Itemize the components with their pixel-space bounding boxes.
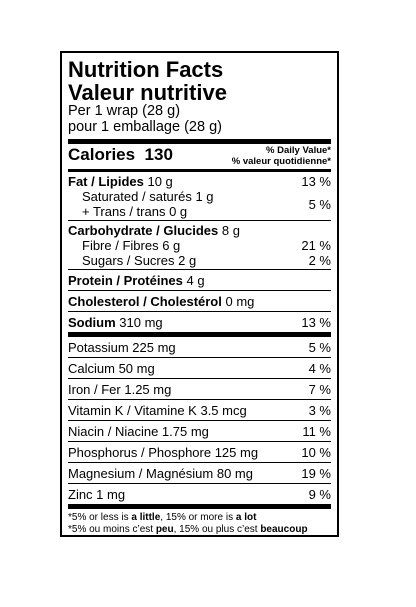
vitamin-mineral-list <box>68 337 331 504</box>
protein-row: Protein / Protéines 4 g <box>68 273 205 288</box>
cholesterol-row: Cholesterol / Cholestérol 0 mg <box>68 294 255 309</box>
vitamin-label: Zinc 1 mg <box>68 487 126 502</box>
carb-block <box>68 221 331 269</box>
calories-label: Calories <box>68 145 136 164</box>
vitamin-pct: 10 % <box>301 445 331 460</box>
vitamin-row <box>68 337 331 357</box>
vitamin-label: Phosphorus / Phosphore 125 mg <box>68 445 259 460</box>
vitamin-row <box>68 442 331 462</box>
nutrition-facts-panel <box>60 51 339 537</box>
vitamin-row <box>68 400 331 420</box>
vitamin-pct: 9 % <box>308 487 331 502</box>
vitamin-row <box>68 463 331 483</box>
sat-trans-group <box>68 189 331 219</box>
vitamin-label: Iron / Fer 1.25 mg <box>68 382 172 397</box>
sugars-row: Sugars / Sucres 2 g 2 % <box>82 253 331 268</box>
vitamin-row <box>68 379 331 399</box>
vitamin-row <box>68 421 331 441</box>
fibre-row: Fibre / Fibres 6 g 21 % <box>82 238 331 253</box>
serving-size-en: Per 1 wrap (28 g) <box>68 103 181 119</box>
vitamin-pct: 11 % <box>302 424 331 439</box>
footnote-en: *5% or less is a little, 15% or more is a lot <box>68 512 257 523</box>
vitamin-row <box>68 484 331 504</box>
saturated-row: Saturated / saturés 1 g <box>82 189 214 204</box>
vitamin-pct: 7 % <box>308 382 331 397</box>
vitamin-label: Potassium 225 mg <box>68 340 176 355</box>
vitamin-pct: 5 % <box>308 340 331 355</box>
sat-trans-pct: 5 % <box>308 196 331 212</box>
calories-value: 130 <box>144 145 173 164</box>
serving-size-fr: pour 1 emballage (28 g) <box>68 118 222 135</box>
vitamin-label: Magnesium / Magnésium 80 mg <box>68 466 253 481</box>
vitamin-pct: 4 % <box>308 361 331 376</box>
carb-row: Carbohydrate / Glucides 8 g <box>68 223 240 238</box>
sodium-row: Sodium 310 mg 13 % <box>68 315 331 330</box>
title-fr: Valeur nutritive <box>68 80 227 105</box>
calories-row <box>68 144 331 167</box>
title-en: Nutrition Facts <box>68 57 224 82</box>
vitamin-pct: 19 % <box>301 466 331 481</box>
vitamin-pct: 3 % <box>308 403 331 418</box>
fat-block <box>68 172 331 220</box>
fat-row: Fat / Lipides 10 g 13 % <box>68 174 331 189</box>
vitamin-label: Calcium 50 mg <box>68 361 155 376</box>
vitamin-row <box>68 358 331 378</box>
trans-row: + Trans / trans 0 g <box>82 204 188 219</box>
footnote <box>68 509 331 536</box>
footnote-fr: *5% ou moins c’est peu, 15% ou plus c’est beaucoup <box>68 524 308 535</box>
vitamin-label: Niacin / Niacine 1.75 mg <box>68 424 209 439</box>
vitamin-label: Vitamin K / Vitamine K 3.5 mcg <box>68 403 247 418</box>
daily-value-header: % Daily Value* % valeur quotidienne* <box>231 145 331 167</box>
